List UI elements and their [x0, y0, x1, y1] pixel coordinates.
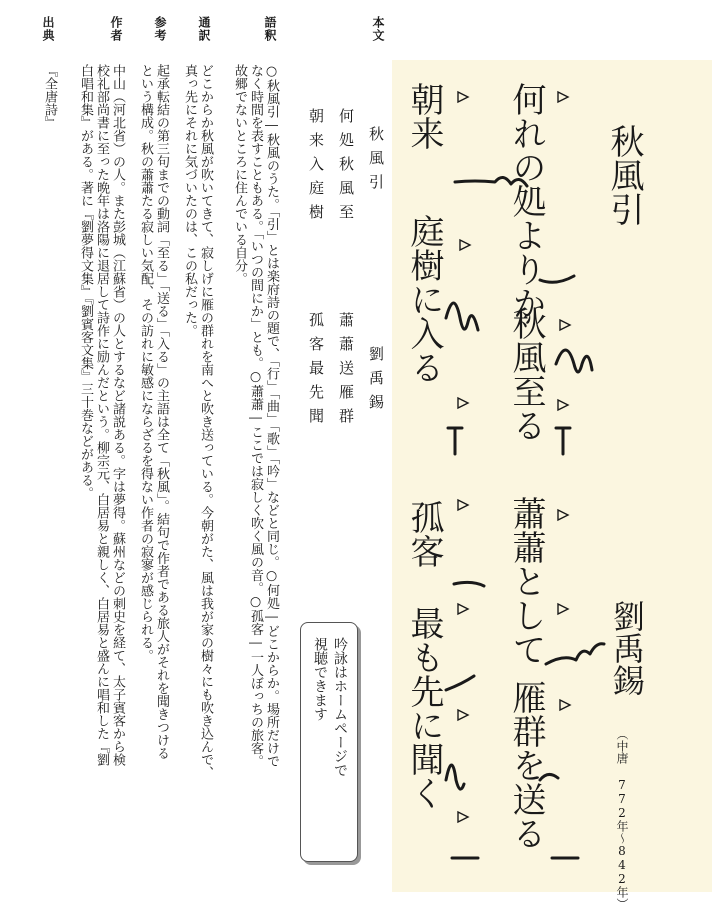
yomi-line-7: 孤客: [404, 500, 444, 568]
kanbun-title: 秋風引: [367, 126, 385, 198]
recitation-mark: [448, 428, 462, 454]
tone-mark: [458, 92, 468, 102]
label-tsuuyaku: 通訳: [197, 16, 211, 42]
label-shutten: 出典: [41, 16, 55, 42]
yomi-line-4: 雁群を送る: [506, 680, 546, 850]
yomi-line-5: 朝来: [404, 82, 444, 150]
tone-mark: [560, 320, 570, 330]
yomi-line-6: 庭樹に入る: [404, 214, 444, 384]
info-box-line-1: 吟詠はホームページで: [332, 637, 348, 777]
tone-mark: [460, 240, 470, 250]
kanbun-line-2: 蕭蕭送雁群: [337, 312, 355, 432]
tone-mark: [558, 510, 568, 520]
tone-mark: [560, 700, 570, 710]
recitation-mark: [556, 350, 592, 372]
sakusha-line: 中山（河北省）の人。また彭城（江蘇省）の人とするなど諸説ある。字は夢得。蘇州などの刺史を経て、太子賓客から検: [110, 64, 125, 766]
yomi-line-3: 蕭蕭として: [506, 496, 546, 666]
tone-mark: [558, 604, 568, 614]
tsuuyaku-line: どこからか秋風が吹いてきて、寂しげに雁の群れを南へと吹き送っている。今朝がた、風は我が家の樹々にも吹き込んで、: [198, 64, 213, 779]
yomi-title: 秋風引: [604, 124, 644, 226]
recitation-mark: [556, 428, 570, 454]
recitation-mark: [446, 303, 478, 330]
sakusha-line: 白唱和集』がある。著に『劉夢得文集』『劉賓客文集』三十巻などがある。: [78, 64, 93, 500]
tone-mark: [458, 500, 468, 510]
recitation-mark: [446, 765, 464, 789]
sankou-line: 起承転結の第三句までの動詞「至る」「送る」「入る」の主語は全て「秋風」。結句で作者である旅人がそれを聞きつける: [154, 64, 169, 760]
sankou-line: という構成。秋の蕭蕭たる寂しい気配、その訪れに敏感にならざるを得ない作者の寂寥が感じられる。: [138, 64, 153, 662]
goshaku-line: ○秋風引―秋風のうた。「引」とは楽府詩の題で、「行」「曲」「歌」「吟」などと同じ。○何処―どこからか。場所だけで: [264, 64, 279, 768]
recitation-mark: [455, 177, 527, 186]
yomi-line-1: 何れの処よりか: [506, 82, 546, 320]
yomi-author: 劉禹錫: [608, 600, 646, 696]
goshaku-line: なく時間を表すこともある。「いつの間にか」とも。○蕭蕭―ここでは寂しく吹く風の音。○孤客―一人ぼっちの旅客。: [248, 64, 263, 768]
tsuuyaku-line: 真っ先にそれに気づいたのは、この私だった。: [182, 64, 197, 337]
tone-mark: [458, 812, 468, 822]
shutten-text: 『全唐詩』: [42, 64, 57, 129]
yomi-line-2: 秋風至る: [506, 306, 546, 442]
tone-mark: [558, 400, 568, 410]
label-honbun: 本文: [371, 16, 385, 42]
label-sakusha: 作者: [109, 16, 123, 42]
tone-mark: [458, 710, 468, 720]
yomi-dates: （中唐 772年〜842年）: [615, 728, 629, 910]
label-sankou: 参考: [153, 16, 167, 42]
sakusha-line: 校礼部尚書に至った晩年は洛陽に退居して詩作に励んだという。柳宗元、白居易と親しく、白居易と盛んに唱和した『劉: [94, 64, 109, 766]
tone-mark: [558, 92, 568, 102]
yomi-line-8: 最も先に聞く: [404, 606, 444, 810]
kanbun-line-3: 朝来入庭樹: [307, 108, 325, 228]
kanbun-line-1: 何処秋風至: [337, 108, 355, 228]
kanbun-author: 劉禹錫: [367, 346, 385, 418]
tone-mark: [458, 398, 468, 408]
recitation-mark: [540, 774, 558, 780]
goshaku-line: 故郷でないところに住んでいる自分。: [232, 64, 247, 285]
recitation-mark: [454, 582, 484, 586]
recitation-mark: [446, 676, 474, 690]
label-goshaku: 語釈: [263, 16, 277, 42]
tone-mark: [458, 604, 468, 614]
recitation-mark: [540, 276, 574, 282]
recitation-mark: [546, 644, 604, 664]
kanbun-line-4: 孤客最先聞: [307, 312, 325, 432]
info-box-line-2: 視聴できます: [312, 637, 328, 721]
